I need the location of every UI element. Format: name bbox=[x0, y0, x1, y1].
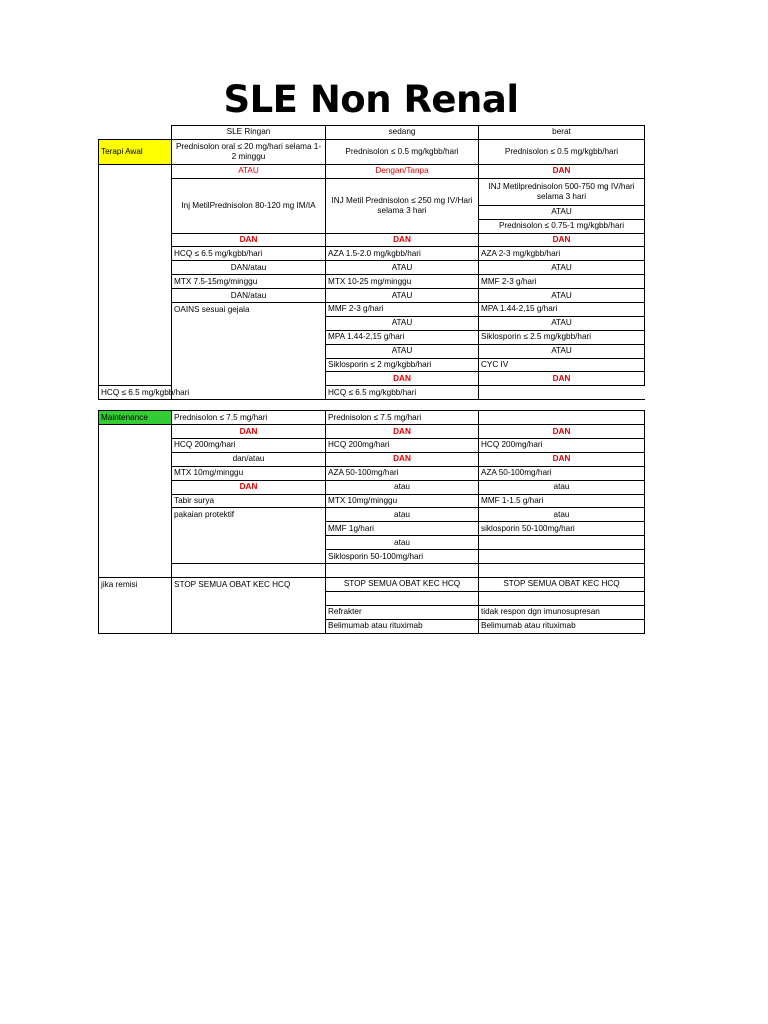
table-cell: Prednisolon ≤ 7.5 mg/hari bbox=[326, 411, 479, 425]
table-cell: MTX 7.5-15mg/minggu bbox=[172, 275, 326, 289]
table-cell bbox=[172, 316, 326, 399]
connector-cell: DAN bbox=[479, 452, 645, 466]
connector-cell: DAN bbox=[326, 372, 479, 386]
table-row bbox=[99, 591, 645, 605]
connector-cell: ATAU bbox=[479, 261, 645, 275]
connector-cell: DAN bbox=[479, 164, 645, 178]
table-cell: Inj MetilPrednisolon 80-120 mg IM/IA bbox=[172, 178, 326, 233]
table-cell: AZA 50-100mg/hari bbox=[326, 466, 479, 480]
connector-cell: DAN bbox=[326, 452, 479, 466]
table-cell: Tabir surya bbox=[172, 494, 326, 508]
spacer-cell bbox=[99, 400, 172, 411]
regimen-table bbox=[98, 125, 645, 634]
connector-cell: atau bbox=[326, 480, 479, 494]
table-cell: HCQ 200mg/hari bbox=[326, 439, 479, 453]
connector-cell: DAN bbox=[479, 372, 645, 386]
connector-cell: atau bbox=[326, 536, 479, 550]
connector-cell: ATAU bbox=[326, 316, 479, 330]
table-cell: Siklosporin 50-100mg/hari bbox=[326, 550, 479, 564]
table-cell bbox=[479, 564, 645, 578]
table-cell: MTX 10mg/minggu bbox=[326, 494, 479, 508]
table-cell: MMF 2-3 g/hari bbox=[479, 275, 645, 289]
table-row bbox=[99, 261, 645, 275]
section-label-terapi-awal: Terapi Awal bbox=[99, 139, 172, 164]
connector-cell: DAN bbox=[479, 233, 645, 247]
table-cell: Siklosporin ≤ 2.5 mg/kgbb/hari bbox=[479, 330, 645, 344]
connector-cell: ATAU bbox=[479, 316, 645, 330]
table-cell: HCQ ≤ 6.5 mg/kgbb/hari bbox=[99, 386, 172, 400]
table-row bbox=[99, 164, 645, 178]
table-row bbox=[99, 564, 645, 578]
table-row bbox=[99, 178, 645, 205]
table-cell: Refrakter bbox=[326, 605, 479, 619]
table-row bbox=[99, 411, 645, 425]
section-label-maintenance: Maintenance bbox=[99, 411, 172, 425]
connector-cell: ATAU bbox=[326, 261, 479, 275]
table-cell bbox=[172, 591, 326, 633]
table-header-row bbox=[99, 126, 645, 140]
table-cell: STOP SEMUA OBAT KEC HCQ bbox=[172, 577, 326, 591]
table-cell: INJ Metilprednisolon 500-750 mg IV/hari selama 3 hari bbox=[479, 178, 645, 205]
table-cell: Belimumab atau rituximab bbox=[326, 619, 479, 633]
table-cell: HCQ ≤ 6.5 mg/kgbb/hari bbox=[326, 386, 479, 400]
spacer-cell bbox=[479, 400, 645, 411]
connector-cell: atau bbox=[479, 508, 645, 522]
connector-cell: DAN bbox=[326, 425, 479, 439]
connector-cell: atau bbox=[479, 480, 645, 494]
table-row bbox=[99, 466, 645, 480]
table-cell: MMF 1-1.5 g/hari bbox=[479, 494, 645, 508]
table-row bbox=[99, 247, 645, 261]
connector-cell: DAN bbox=[479, 425, 645, 439]
connector-cell: ATAU bbox=[326, 289, 479, 303]
table-cell bbox=[172, 522, 326, 564]
table-row bbox=[99, 425, 645, 439]
table-cell bbox=[172, 564, 326, 578]
spacer-cell bbox=[172, 400, 326, 411]
connector-cell: DAN bbox=[326, 233, 479, 247]
section-label-empty bbox=[99, 164, 172, 385]
connector-cell: DAN/atau bbox=[172, 261, 326, 275]
table-cell bbox=[326, 564, 479, 578]
column-header-berat: berat bbox=[479, 126, 645, 140]
connector-cell: DAN bbox=[172, 425, 326, 439]
table-row bbox=[99, 275, 645, 289]
table-cell bbox=[326, 591, 479, 605]
section-label-empty bbox=[99, 591, 172, 633]
table-cell: MTX 10mg/minggu bbox=[172, 466, 326, 480]
table-cell: CYC IV bbox=[479, 358, 645, 372]
table-cell bbox=[479, 411, 645, 425]
table-row bbox=[99, 139, 645, 164]
spacer-cell bbox=[326, 400, 479, 411]
table-row bbox=[99, 289, 645, 303]
table-cell: Siklosporin ≤ 2 mg/kgbb/hari bbox=[326, 358, 479, 372]
table-row bbox=[99, 577, 645, 591]
table-cell: Prednisolon ≤ 0.5 mg/kgbb/hari bbox=[479, 139, 645, 164]
connector-cell: DAN bbox=[172, 480, 326, 494]
table-cell: siklosporin 50-100mg/hari bbox=[479, 522, 645, 536]
table-cell bbox=[479, 591, 645, 605]
connector-cell: ATAU bbox=[479, 289, 645, 303]
table-cell: MPA 1.44-2,15 g/hari bbox=[326, 330, 479, 344]
connector-cell: ATAU bbox=[479, 205, 645, 219]
table-cell: AZA 50-100mg/hari bbox=[479, 466, 645, 480]
section-label-jika-remisi: jika remisi bbox=[99, 577, 172, 591]
table-cell: AZA 1.5-2.0 mg/kgbb/hari bbox=[326, 247, 479, 261]
connector-cell: atau bbox=[326, 508, 479, 522]
table-row bbox=[99, 480, 645, 494]
table-cell: tidak respon dgn imunosupresan bbox=[479, 605, 645, 619]
section-label-empty bbox=[99, 425, 172, 578]
column-header-ringan: SLE Ringan bbox=[172, 126, 326, 140]
document-title: SLE Non Renal bbox=[223, 78, 519, 121]
connector-cell: ATAU bbox=[479, 344, 645, 358]
table-cell: STOP SEMUA OBAT KEC HCQ bbox=[479, 577, 645, 591]
table-cell bbox=[479, 536, 645, 550]
connector-cell: dan/atau bbox=[172, 452, 326, 466]
table-row bbox=[99, 494, 645, 508]
table-cell: HCQ ≤ 6.5 mg/kgbb/hari bbox=[172, 247, 326, 261]
table-row bbox=[99, 508, 645, 522]
table-cell: Prednisolon oral ≤ 20 mg/hari selama 1-2 minggu bbox=[172, 139, 326, 164]
table-cell: Prednisolon ≤ 0.75-1 mg/kgbb/hari bbox=[479, 219, 645, 233]
table-cell: MMF 2-3 g/hari bbox=[326, 303, 479, 317]
table-cell: Prednisolon ≤ 7.5 mg/hari bbox=[172, 411, 326, 425]
table-cell: INJ Metil Prednisolon ≤ 250 mg IV/Hari selama 3 hari bbox=[326, 178, 479, 233]
connector-cell: DAN bbox=[172, 233, 326, 247]
table-cell: AZA 2-3 mg/kgbb/hari bbox=[479, 247, 645, 261]
table-row bbox=[99, 303, 645, 317]
table-row bbox=[99, 439, 645, 453]
table-cell: STOP SEMUA OBAT KEC HCQ bbox=[326, 577, 479, 591]
connector-cell: DAN/atau bbox=[172, 289, 326, 303]
table-cell: pakaian protektif bbox=[172, 508, 326, 522]
column-header-sedang: sedang bbox=[326, 126, 479, 140]
table-row bbox=[99, 452, 645, 466]
table-cell: MPA 1.44-2,15 g/hari bbox=[479, 303, 645, 317]
table-cell: OAINS sesuai gejala bbox=[172, 303, 326, 317]
spacer-row bbox=[99, 400, 645, 411]
table-cell: MMF 1g/hari bbox=[326, 522, 479, 536]
table-cell: Belimumab atau rituximab bbox=[479, 619, 645, 633]
connector-cell: Dengan/Tanpa bbox=[326, 164, 479, 178]
table-cell: HCQ 200mg/hari bbox=[172, 439, 326, 453]
table-row bbox=[99, 316, 645, 330]
table-row bbox=[99, 522, 645, 536]
connector-cell: ATAU bbox=[326, 344, 479, 358]
table-cell: Prednisolon ≤ 0.5 mg/kgbb/hari bbox=[326, 139, 479, 164]
table-cell: MTX 10-25 mg/minggu bbox=[326, 275, 479, 289]
corner-cell bbox=[99, 126, 172, 140]
table-cell bbox=[479, 550, 645, 564]
connector-cell: ATAU bbox=[172, 164, 326, 178]
table-cell: HCQ 200mg/hari bbox=[479, 439, 645, 453]
table-row bbox=[99, 233, 645, 247]
